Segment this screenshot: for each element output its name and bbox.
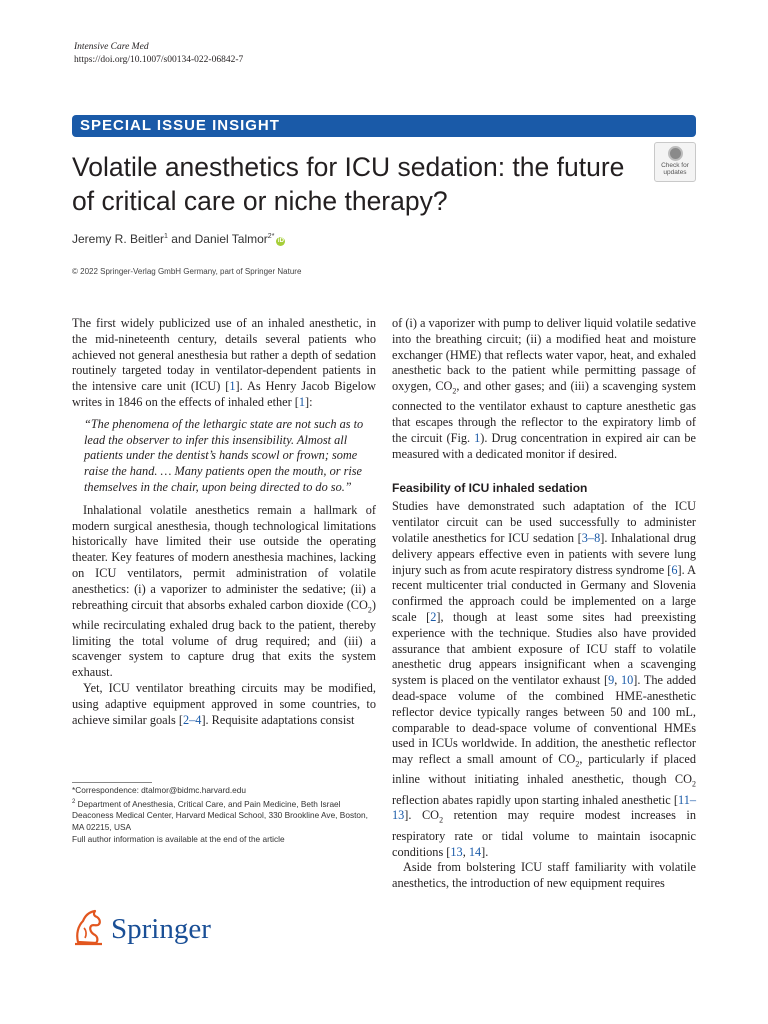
- citation-link[interactable]: 2–4: [182, 712, 202, 727]
- check-updates-line1: Check for: [661, 162, 689, 169]
- text-run: reflection abates rapidly upon starting inhaled anesthetic [: [392, 792, 678, 807]
- text-run: Yet, ICU ventilator breathing circuits may be modified, using adaptive equipment approved in some countries, to achieve similar goals [: [72, 680, 376, 727]
- text-run: of (i) a vaporizer with pump to deliver liquid volatile sedative into the breathing circuit; (ii) a modified heat and moisture exchanger (HME) that reflects water vapor, heat, and exhaled anesthetic back to the patient while permitting passage of oxygen, CO: [392, 316, 696, 394]
- section-heading: Feasibility of ICU inhaled sedation: [392, 480, 588, 495]
- text-run: Inhalational volatile anesthetics remain a hallmark of modern surgical anesthesia, though technological limitations historically have limited their use outside the operating theater. Key features of modern anesthesia machines, lacking on ICU ventilators, permit administration of volatile anesthetics: (i) a vaporizer to administer the sedative; (ii) a rebreathing circuit that absorbs exhaled carbon dioxide (CO: [72, 502, 376, 612]
- text-run: ]:: [305, 394, 313, 409]
- citation-link[interactable]: 6: [671, 562, 678, 577]
- author-name[interactable]: Daniel Talmor: [194, 232, 268, 246]
- body-paragraph: [72, 503, 376, 681]
- article-type-banner: [72, 115, 696, 137]
- text-run: , and other gases; and (iii) a scavenging system connected to the ventilator exhaust to capture anesthetic gas that escapes through the reflector to the expiratory limb of the circuit (Fig.: [392, 379, 696, 446]
- publisher-name: Springer: [111, 913, 211, 945]
- body-paragraph: [392, 499, 696, 860]
- text-run: Studies have demonstrated such adaptation of the ICU ventilator circuit can be used successfully to administer volatile anesthetics for ICU sedation [: [392, 499, 696, 546]
- subscript: 2: [692, 779, 696, 789]
- check-updates-line2: updates: [663, 169, 687, 176]
- block-quote: “The phenomena of the lethargic state are not such as to lead the observer to infer this insensibility. Almost all patients under the dentist’s hands scowl or frown; some raise the hand. … Many patients open the mouth, or rise themselves in the chair, upon being directed to do so.”: [84, 416, 364, 494]
- journal-name: Intensive Care Med: [74, 42, 149, 52]
- citation-link[interactable]: 9: [608, 673, 615, 688]
- subscript: 2: [367, 605, 372, 614]
- text-run: ]. Requisite adaptations consist: [201, 712, 355, 727]
- text-run: ]. A recent multicenter trial conducted in Germany and Slovenia confirmed the approach could be implemented on a large scale [: [392, 562, 696, 624]
- text-run: ,: [462, 844, 469, 859]
- text-run: The first widely publicized use of an inhaled anesthetic, in the mid-nineteenth century, details several patients who achieved not general anesthesia but rather a depth of sedation routinely targeted today in ventilator-dependent patients in the intensive care unit (ICU) [: [72, 316, 376, 394]
- author-separator: and: [167, 232, 195, 246]
- text-run: ]. The added dead-space volume of the combined HME-anesthetic reflector device typically ranges between 50 and 100 mL, comparable to dead-space volume of conventional HMEs used in ICUs worldwide. In addition, the anesthetic reflector may reflect a small amount of CO: [392, 673, 697, 767]
- author-affiliation-mark: 2*: [267, 233, 275, 240]
- citation-link[interactable]: 1: [298, 394, 306, 409]
- orcid-icon[interactable]: iD: [277, 238, 284, 244]
- right-column: [392, 316, 696, 892]
- text-run: ]. CO: [404, 808, 440, 823]
- text-run: ]. Inhalational drug delivery appears effective even in patients with severe lung injury such as from acute respiratory distress syndrome [: [392, 531, 696, 577]
- check-updates-icon: [668, 146, 683, 161]
- springer-logo[interactable]: [72, 908, 211, 948]
- figure-link[interactable]: 1: [474, 431, 481, 446]
- correspondence-note[interactable]: *Correspondence: dtalmor@bidmc.harvard.edu: [72, 785, 246, 795]
- check-for-updates-badge[interactable]: [654, 142, 696, 182]
- springer-horse-icon: [72, 908, 106, 946]
- text-run: ].: [481, 844, 489, 859]
- author-info-note: Full author information is available at the end of the article: [72, 833, 285, 844]
- text-run: ,: [614, 673, 621, 688]
- affiliation-note: [72, 797, 372, 834]
- subscript: 2: [452, 386, 457, 396]
- affiliation-text: Department of Anesthesia, Critical Care, and Pain Medicine, Beth Israel Deaconess Medical Center, Harvard Medical School, 330 Brookline Ave, Boston, MA 02215, USA: [72, 798, 368, 832]
- body-paragraph: [72, 316, 376, 411]
- text-run: ]. As Henry Jacob Bigelow writes in 1846 on the effects of inhaled ether [: [72, 379, 376, 409]
- citation-link[interactable]: 13: [450, 844, 463, 859]
- affiliation-mark: 2: [72, 798, 76, 805]
- citation-link[interactable]: 2: [430, 610, 437, 624]
- text-run: retention may require modest increases in respiratory rate or tidal volume to maintain isocapnic conditions [: [392, 808, 696, 859]
- footnote-divider: [72, 782, 152, 783]
- text-run: , particularly if placed inline without initiating inhaled anesthetic, though CO: [392, 752, 696, 787]
- text-run: ) while recirculating exhaled drug back to the patient, thereby limiting the total volume of drug required; and (iii) a scavenger system to capture drug that exits the system exhaust.: [72, 597, 376, 680]
- doi-link[interactable]: https://doi.org/10.1007/s00134-022-06842-7: [74, 55, 244, 65]
- article-type-label: SPECIAL ISSUE INSIGHT: [80, 117, 280, 134]
- left-column: [72, 316, 376, 728]
- citation-link[interactable]: 3–8: [581, 531, 601, 546]
- footnotes: [72, 785, 372, 845]
- copyright-notice: © 2022 Springer-Verlag GmbH Germany, part of Springer Nature: [72, 267, 302, 276]
- text-run: ). Drug concentration in expired air can be measured with a dedicated monitor if desired.: [392, 431, 696, 461]
- text-run: ], though at least some sites had preexisting experience with the technique. Studies also have provided assurance that ambient exposure of ICU staff to volatile anesthetic drug appears insignificant when a scavenging system is placed on the ventilator exhaust [: [392, 610, 696, 688]
- citation-link[interactable]: 14: [468, 844, 482, 859]
- body-paragraph: [72, 681, 376, 728]
- subscript: 2: [575, 759, 580, 769]
- body-paragraph: Aside from bolstering ICU staff familiarity with volatile anesthetics, the introduction of new equipment requires: [392, 860, 696, 891]
- author-name[interactable]: Jeremy R. Beitler: [72, 232, 165, 246]
- author-list: [72, 232, 285, 246]
- author-affiliation-mark: 1: [164, 233, 168, 240]
- article-title: Volatile anesthetics for ICU sedation: the future of critical care or niche therapy?: [72, 152, 625, 216]
- citation-link[interactable]: 1: [229, 379, 236, 394]
- subscript: 2: [439, 815, 444, 825]
- citation-link[interactable]: 10: [620, 673, 634, 688]
- citation-link[interactable]: 11–13: [392, 792, 696, 823]
- body-paragraph: [392, 316, 696, 463]
